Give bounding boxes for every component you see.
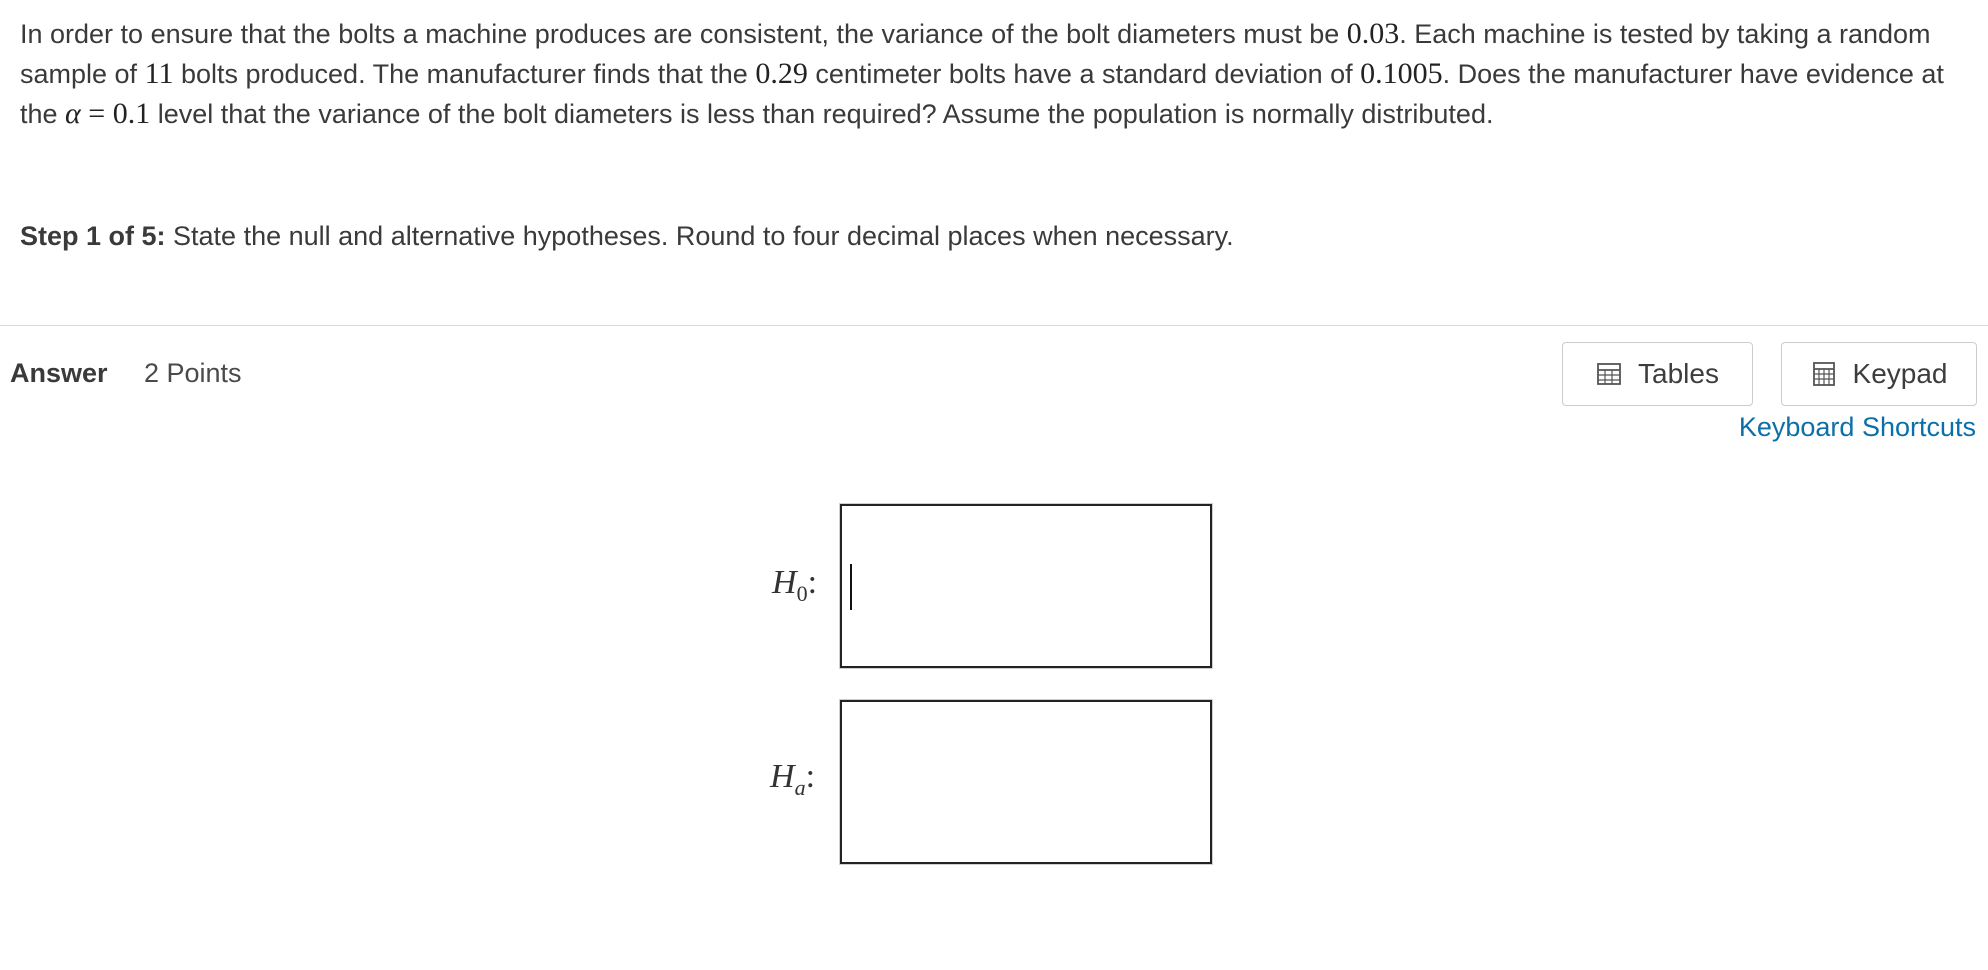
bolt-size-value: 0.29 (755, 57, 808, 90)
calculator-icon (1811, 361, 1837, 387)
alpha-value: 0.1 (112, 97, 151, 130)
question-text (20, 14, 1960, 134)
null-hypothesis-colon: : (807, 564, 818, 601)
question-part-3: bolts produced. The manufacturer finds that the (173, 59, 756, 89)
tables-button-label: Tables (1638, 358, 1719, 389)
alternative-hypothesis-subscript: a (794, 774, 806, 800)
step-text: State the null and alternative hypotheses. Round to four decimal places when necessary. (165, 221, 1234, 251)
keypad-button[interactable] (1781, 342, 1977, 406)
required-variance-value: 0.03 (1346, 17, 1400, 50)
keyboard-shortcuts-link[interactable]: Keyboard Shortcuts (1738, 412, 1976, 442)
alternative-hypothesis-label (770, 758, 815, 801)
alternative-hypothesis-input[interactable] (840, 700, 1212, 864)
question-part-1: In order to ensure that the bolts a machine produces are consistent, the variance of the bolt diameters must be (20, 19, 1347, 49)
null-hypothesis-subscript: 0 (796, 580, 808, 606)
text-caret (850, 564, 852, 610)
points-label: 2 Points (144, 358, 242, 388)
answer-label: Answer (10, 358, 108, 388)
question-part-6: level that the variance of the bolt diameters is less than required? Assume the population is normally distributed. (150, 99, 1494, 129)
sample-size-value: 11 (144, 57, 174, 90)
step-label: Step 1 of 5: (20, 221, 166, 251)
section-divider (0, 325, 1988, 326)
step-instruction (20, 216, 1234, 256)
question-part-5: . Does the manufacturer have evidence at the (20, 59, 1944, 129)
alternative-hypothesis-letter: H (770, 758, 795, 795)
null-hypothesis-input[interactable] (840, 504, 1212, 668)
tables-button[interactable] (1562, 342, 1753, 406)
null-hypothesis-letter: H (772, 564, 797, 601)
alternative-hypothesis-colon: : (805, 758, 816, 795)
keypad-button-label: Keypad (1852, 358, 1948, 389)
question-part-4: centimeter bolts have a standard deviation of (807, 59, 1361, 89)
null-hypothesis-label (772, 564, 817, 607)
std-dev-value: 0.1005 (1360, 57, 1443, 90)
alpha-symbol: α (65, 97, 81, 130)
question-part-2: . Each machine is tested by taking a random sample of (20, 19, 1931, 89)
table-grid-icon (1596, 361, 1622, 387)
alpha-equals: = (80, 97, 113, 130)
